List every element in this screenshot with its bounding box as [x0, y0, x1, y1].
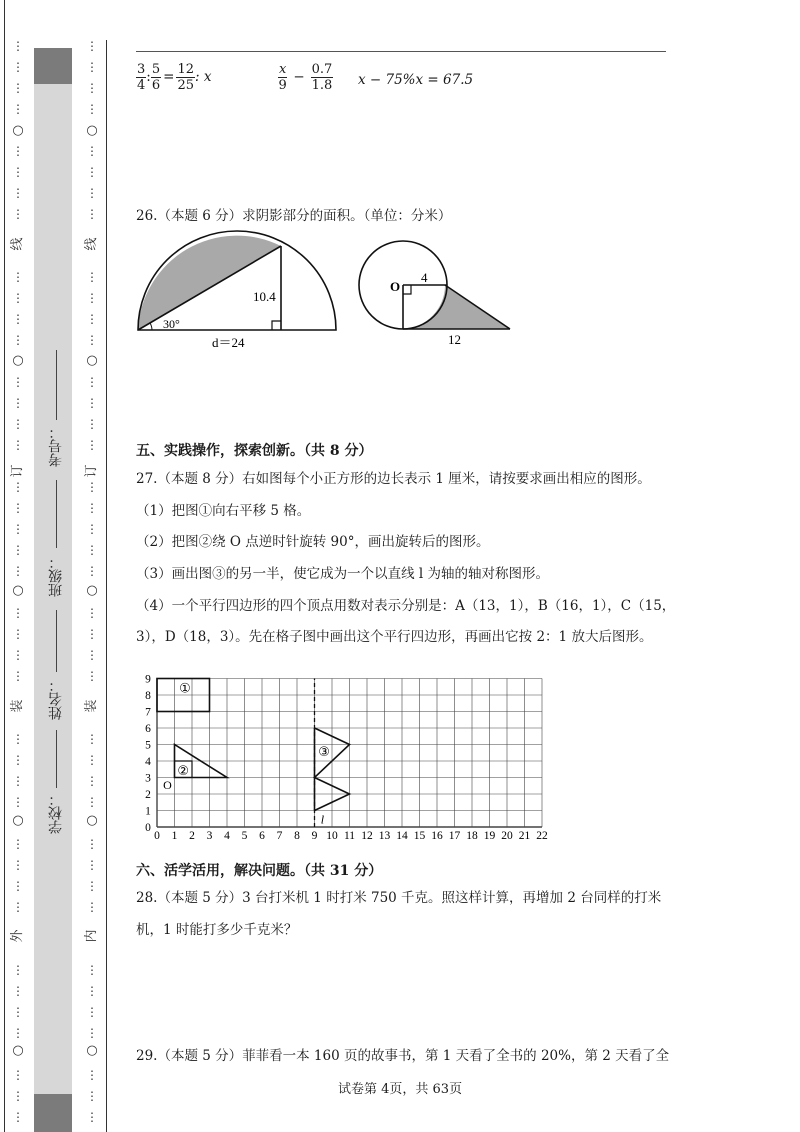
inner-margin-dot: ⋮	[86, 165, 98, 179]
inner-margin-dot: ⋮	[86, 291, 98, 305]
outer-edge-line	[4, 0, 5, 1132]
line-l-label: l	[320, 812, 325, 827]
inner-margin-dot: ⋮	[86, 312, 98, 326]
outer-margin-dot: ⋮	[12, 186, 24, 200]
outer-margin-circle: ○	[12, 123, 24, 138]
outer-margin-dot: ⋮	[12, 606, 24, 620]
inner-margin-dot: ⋮	[86, 543, 98, 557]
x-tick-label: 20	[501, 830, 513, 840]
inner-margin-circle: ○	[86, 123, 98, 138]
outer-margin-dot: ⋮	[12, 375, 24, 389]
y-tick-label: 8	[145, 690, 151, 702]
outer-margin-dot: ⋮	[12, 165, 24, 179]
inner-margin-dot: ⋮	[86, 564, 98, 578]
inner-margin-dot: ⋮	[86, 795, 98, 809]
x-tick-label: 18	[466, 830, 478, 840]
outer-margin-dot: ⋮	[12, 417, 24, 431]
y-tick-label: 9	[145, 673, 151, 686]
y-tick-label: 4	[145, 756, 151, 768]
equation-1: $\frac{3}{4}$ : $\frac{5}{6}$ = $\frac{12}{25}$ : x	[137, 62, 212, 93]
x-tick-label: 17	[448, 830, 461, 840]
outer-margin-dot: ⋮	[12, 732, 24, 746]
inner-margin-dot: ⋮	[86, 774, 98, 788]
outer-margin-mark: 装	[10, 699, 25, 713]
fraction-0.7-1.8: $\frac{0.7}{1.8}$	[311, 62, 333, 93]
outer-margin-circle: ○	[12, 813, 24, 828]
inner-margin-dot: ⋮	[86, 396, 98, 410]
class-blank	[56, 480, 57, 548]
outer-margin-dot: ⋮	[12, 1089, 24, 1103]
inner-margin-dot: ⋮	[86, 984, 98, 998]
outer-margin-circle: ○	[12, 1043, 24, 1058]
x-tick-label: 5	[241, 830, 248, 840]
outer-margin-dot: ⋮	[12, 102, 24, 116]
inner-margin-dot: ⋮	[86, 648, 98, 662]
question-27-part-3: （3）画出图③的另一半，使它成为一个以直线 l 为轴的轴对称图形。	[136, 566, 549, 582]
outer-margin-dot: ⋮	[12, 879, 24, 893]
x-tick-label: 4	[224, 830, 230, 840]
outer-margin-mark: 订	[10, 464, 25, 478]
outer-margin-dot: ⋮	[12, 543, 24, 557]
inner-margin-dot: ⋮	[86, 333, 98, 347]
page-footer: 试卷第 4页，共 63页	[338, 1082, 463, 1097]
fraction-x-9: $\frac{x}{9}$	[278, 62, 287, 93]
outer-margin-dot: ⋮	[12, 858, 24, 872]
inner-margin-dot: ⋮	[86, 480, 98, 494]
inner-margin-mark: 内	[84, 929, 99, 943]
label-diameter: d＝24	[212, 335, 245, 350]
x-tick-label: 3	[206, 830, 213, 840]
x-tick-label: 10	[326, 830, 338, 840]
outer-margin-dot: ⋮	[12, 144, 24, 158]
section-5-title: 五、实践操作，探索创新。（共 8 分）	[136, 443, 373, 459]
label-center-o: O	[390, 279, 401, 294]
inner-margin-dot: ⋮	[86, 1089, 98, 1103]
question-27-part-4-cont: 3），D（18，3）。先在格子图中画出这个平行四边形，再画出它按 2：1 放大后图形。	[136, 629, 653, 645]
inner-margin-dot: ⋮	[86, 858, 98, 872]
outer-margin-dot: ⋮	[12, 396, 24, 410]
name-label: 姓名：	[48, 678, 64, 720]
shape-1-label: ①	[179, 681, 191, 697]
x-tick-label: 14	[396, 830, 408, 840]
label-height: 10.4	[253, 289, 276, 304]
semicircle-shaded-area	[138, 236, 281, 330]
question-26: 26.（本题 6 分）求阴影部分的面积。（单位：分米）	[136, 208, 452, 224]
q26-figures	[130, 225, 530, 350]
fraction-12-25: $\frac{12}{25}$	[177, 62, 194, 93]
outer-margin-dot: ⋮	[12, 753, 24, 767]
school-blank	[56, 730, 57, 788]
label-radius: 4	[421, 270, 428, 285]
label-base: 12	[448, 332, 461, 347]
question-28-cont: 机，1 时能打多少千克米？	[136, 922, 298, 938]
x-tick-label: 19	[483, 830, 496, 840]
inner-margin-dot: ⋮	[86, 81, 98, 95]
outer-margin-circle: ○	[12, 583, 24, 598]
class-label: 班级：	[48, 555, 64, 597]
inner-margin-dot: ⋮	[86, 1068, 98, 1082]
name-blank	[56, 610, 57, 672]
outer-margin-dot: ⋮	[12, 795, 24, 809]
gutter-top-block	[34, 48, 72, 84]
coordinate-grid	[140, 655, 580, 840]
exam-number-label: 考号：	[48, 425, 64, 467]
outer-margin-circle: ○	[12, 353, 24, 368]
inner-margin-dot: ⋮	[86, 144, 98, 158]
inner-margin-circle: ○	[86, 583, 98, 598]
shape-3-label: ③	[318, 745, 330, 761]
exam-number-blank	[56, 350, 57, 420]
x-tick-label: 11	[343, 830, 356, 840]
inner-margin-circle: ○	[86, 353, 98, 368]
inner-margin-circle: ○	[86, 1043, 98, 1058]
outer-margin-dot: ⋮	[12, 333, 24, 347]
outer-margin-dot: ⋮	[12, 291, 24, 305]
outer-margin-dot: ⋮	[12, 837, 24, 851]
y-tick-label: 1	[145, 805, 151, 818]
outer-margin-dot: ⋮	[12, 1110, 24, 1124]
outer-margin-dot: ⋮	[12, 39, 24, 53]
inner-margin-dot: ⋮	[86, 270, 98, 284]
inner-edge-line	[106, 40, 107, 1132]
inner-margin-dot: ⋮	[86, 207, 98, 221]
right-angle-mark-2	[403, 285, 411, 294]
inner-margin-dot: ⋮	[86, 837, 98, 851]
inner-margin-dot: ⋮	[86, 501, 98, 515]
y-tick-label: 7	[145, 706, 151, 719]
outer-margin-dot: ⋮	[12, 270, 24, 284]
inner-margin-dot: ⋮	[86, 102, 98, 116]
y-tick-label: 5	[145, 739, 151, 752]
fraction-5-6: $\frac{5}{6}$	[151, 62, 161, 93]
outer-margin-dot: ⋮	[12, 900, 24, 914]
x-tick-label: 22	[536, 830, 548, 840]
shape-2-label: ②	[177, 764, 190, 780]
inner-margin-dot: ⋮	[86, 39, 98, 53]
x-tick-label: 9	[311, 830, 318, 840]
outer-margin-dot: ⋮	[12, 1068, 24, 1082]
x-tick-label: 6	[259, 830, 265, 840]
inner-margin-mark: 线	[84, 237, 99, 251]
inner-margin-dot: ⋮	[86, 900, 98, 914]
outer-margin-dot: ⋮	[12, 522, 24, 536]
outer-margin-dot: ⋮	[12, 984, 24, 998]
outer-margin-dot: ⋮	[12, 501, 24, 515]
outer-margin-mark: 线	[10, 237, 25, 251]
inner-margin-dot: ⋮	[86, 627, 98, 641]
question-27-part-1: （1）把图①向右平移 5 格。	[136, 503, 311, 519]
inner-margin-dot: ⋮	[86, 60, 98, 74]
outer-margin-dot: ⋮	[12, 1026, 24, 1040]
label-angle: 30°	[163, 317, 180, 331]
x-tick-label: 13	[378, 830, 391, 840]
outer-margin-dot: ⋮	[12, 648, 24, 662]
inner-margin-dot: ⋮	[86, 753, 98, 767]
outer-margin-dot: ⋮	[12, 60, 24, 74]
x-tick-label: 0	[154, 830, 160, 840]
x-tick-label: 16	[431, 830, 443, 840]
question-27-part-2: （2）把图②绕 O 点逆时针旋转 90°，画出旋转后的图形。	[136, 534, 490, 550]
inner-margin-dot: ⋮	[86, 522, 98, 536]
outer-margin-dot: ⋮	[12, 627, 24, 641]
outer-margin-dot: ⋮	[12, 1005, 24, 1019]
x-tick-label: 12	[361, 830, 373, 840]
x-tick-label: 7	[276, 830, 283, 840]
header-rule	[136, 51, 666, 52]
question-27-part-4: （4）一个平行四边形的四个顶点用数对表示分别是：A（13，1），B（16，1），C（15，	[136, 598, 676, 614]
inner-margin-dot: ⋮	[86, 1005, 98, 1019]
inner-margin-dot: ⋮	[86, 417, 98, 431]
inner-margin-dot: ⋮	[86, 606, 98, 620]
y-tick-label: 3	[145, 772, 151, 785]
y-tick-label: 2	[145, 789, 151, 801]
outer-margin-dot: ⋮	[12, 207, 24, 221]
outer-margin-mark: 外	[10, 929, 25, 943]
outer-margin-dot: ⋮	[12, 564, 24, 578]
section-6-title: 六、活学活用，解决问题。（共 31 分）	[136, 863, 383, 879]
question-29: 29.（本题 5 分）菲菲看一本 160 页的故事书，第 1 天看了全书的 20%，第 2 天看了全	[136, 1048, 670, 1064]
equation-3: x − 75%x = 67.5	[358, 72, 474, 88]
y-tick-label: 0	[145, 822, 151, 834]
inner-margin-dot: ⋮	[86, 879, 98, 893]
x-tick-label: 1	[171, 830, 178, 840]
outer-margin-dot: ⋮	[12, 774, 24, 788]
outer-margin-dot: ⋮	[12, 438, 24, 452]
inner-margin-dot: ⋮	[86, 438, 98, 452]
fraction-3-4: $\frac{3}{4}$	[137, 62, 146, 93]
outer-margin-dot: ⋮	[12, 963, 24, 977]
gutter-bottom-block	[34, 1094, 72, 1132]
x-tick-label: 2	[189, 830, 195, 840]
outer-margin-dot: ⋮	[12, 669, 24, 683]
question-28: 28.（本题 5 分）3 台打米机 1 时打米 750 千克。照这样计算，再增加 2 台同样的打米	[136, 890, 662, 906]
inner-margin-dot: ⋮	[86, 186, 98, 200]
point-o-label: O	[163, 778, 172, 793]
question-27: 27.（本题 8 分）右如图每个小正方形的边长表示 1 厘米，请按要求画出相应的图形。	[136, 471, 651, 487]
inner-margin-dot: ⋮	[86, 963, 98, 977]
inner-margin-circle: ○	[86, 813, 98, 828]
outer-margin-dot: ⋮	[12, 81, 24, 95]
x-tick-label: 8	[294, 830, 300, 840]
outer-margin-dot: ⋮	[12, 312, 24, 326]
inner-margin-mark: 订	[84, 464, 99, 478]
x-tick-label: 21	[518, 830, 531, 840]
equation-2: $\frac{x}{9}$ − $\frac{0.7}{1.8}$	[278, 62, 333, 93]
angle-arc-30	[150, 323, 152, 330]
inner-margin-dot: ⋮	[86, 1110, 98, 1124]
inner-margin-dot: ⋮	[86, 669, 98, 683]
inner-margin-dot: ⋮	[86, 732, 98, 746]
inner-margin-dot: ⋮	[86, 1026, 98, 1040]
outer-margin-dot: ⋮	[12, 480, 24, 494]
y-tick-label: 6	[145, 723, 151, 735]
inner-margin-dot: ⋮	[86, 375, 98, 389]
inner-margin-mark: 装	[84, 699, 99, 713]
school-label: 学校：	[48, 792, 64, 834]
right-angle-mark-1	[272, 321, 281, 330]
x-tick-label: 15	[413, 830, 426, 840]
